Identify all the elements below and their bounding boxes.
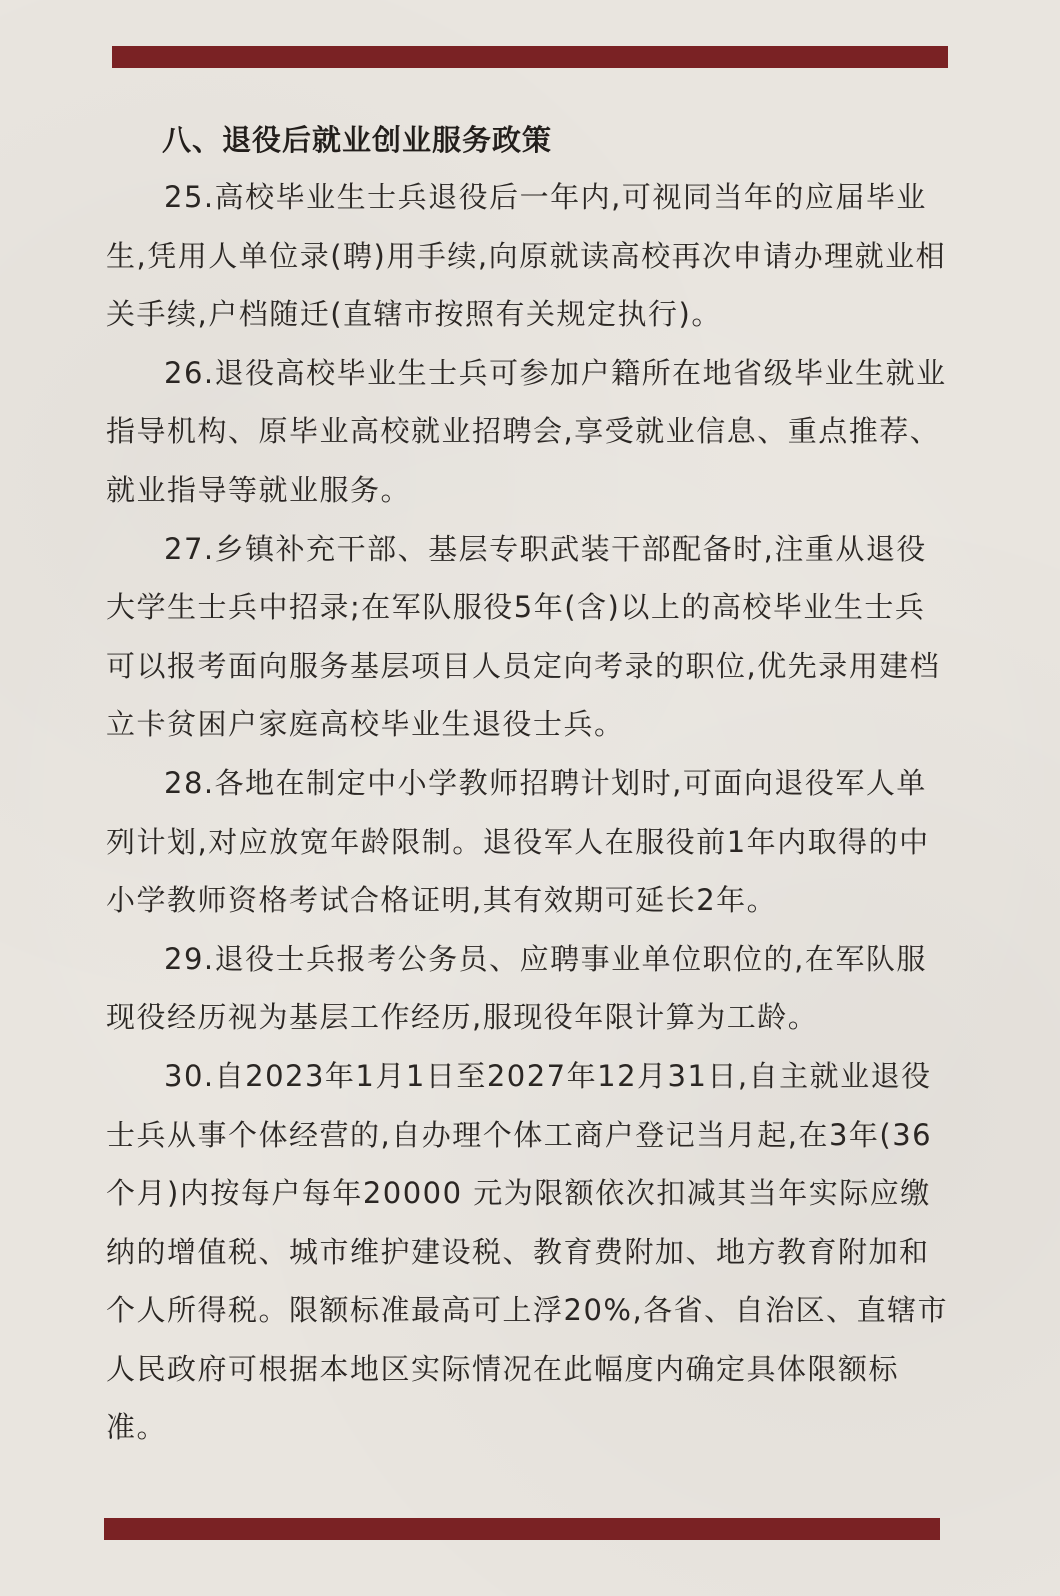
policy-item-29: 29.退役士兵报考公务员、应聘事业单位职位的,在军队服现役经历视为基层工作经历,服现役年限计算为工龄。 — [106, 941, 927, 1035]
policy-item-25: 25.高校毕业生士兵退役后一年内,可视同当年的应届毕业生,凭用人单位录(聘)用手续,向原就读高校再次申请办理就业相关手续,户档随迁(直辖市按照有关规定执行)。 — [106, 180, 947, 332]
policy-document — [106, 112, 952, 1457]
bottom-decorative-bar — [104, 1518, 940, 1540]
policy-item-27: 27.乡镇补充干部、基层专职武装干部配备时,注重从退役大学生士兵中招录;在军队服役5年(含)以上的高校毕业生士兵可以报考面向服务基层项目人员定向考录的职位,优先录用建档立卡贫困户家庭高校毕业生退役士兵。 — [106, 531, 941, 742]
section-title: 八、退役后就业创业服务政策 — [162, 123, 553, 157]
top-decorative-bar — [112, 46, 948, 68]
policy-item-28: 28.各地在制定中小学教师招聘计划时,可面向退役军人单列计划,对应放宽年龄限制。退役军人在服役前1年内取得的中小学教师资格考试合格证明,其有效期可延长2年。 — [106, 765, 930, 918]
policy-item-30: 30.自2023年1月1日至2027年12月31日,自主就业退役士兵从事个体经营的,自办理个体工商户登记当月起,在3年(36个月)内按每户每年20000 元为限额依次扣减其当年实际应缴纳的增值税、城市维护建设税、教育费附加、地方教育附加和个人所得税。限额标准最高可上浮20%,各省、自治区、直辖市人民政府可根据本地区实际情况在此幅度内确定具体限额标准。 — [106, 1058, 949, 1445]
policy-item-26: 26.退役高校毕业生士兵可参加户籍所在地省级毕业生就业指导机构、原毕业高校就业招聘会,享受就业信息、重点推荐、就业指导等就业服务。 — [106, 355, 947, 507]
